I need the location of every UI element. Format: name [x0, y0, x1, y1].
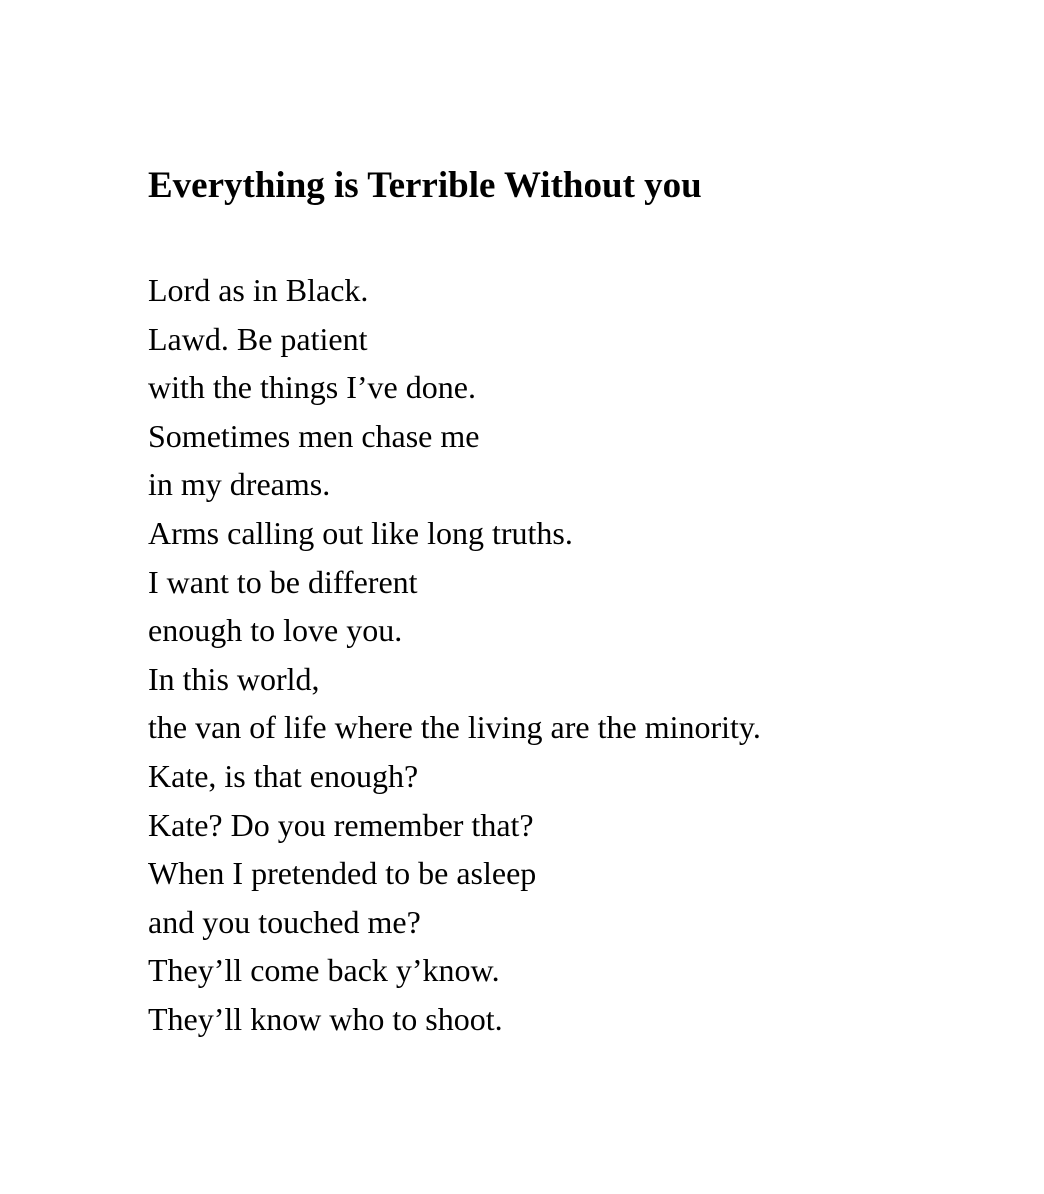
- poem-line: They’ll know who to shoot.: [148, 1000, 503, 1037]
- poem-line: When I pretended to be asleep: [148, 855, 537, 892]
- poem-line: Sometimes men chase me: [148, 417, 480, 454]
- poem-body: [148, 266, 761, 1044]
- poem-line: Lawd. Be patient: [148, 320, 368, 357]
- poem-title: Everything is Terrible Without you: [148, 165, 702, 206]
- poem-line: with the things I’ve done.: [148, 369, 476, 406]
- poem-line: I want to be different: [148, 563, 418, 600]
- poem-line: in my dreams.: [148, 466, 331, 503]
- poem-line: In this world,: [148, 660, 320, 697]
- poem-line: Lord as in Black.: [148, 272, 369, 308]
- poem-line: Kate, is that enough?: [148, 757, 419, 794]
- poem-line: Kate? Do you remember that?: [148, 806, 534, 843]
- poem-line: Arms calling out like long truths.: [148, 514, 573, 551]
- poem-line: They’ll come back y’know.: [148, 952, 500, 989]
- poem-line: and you touched me?: [148, 903, 421, 940]
- poem-line: the van of life where the living are the minority.: [148, 709, 761, 746]
- poem-line: enough to love you.: [148, 612, 403, 649]
